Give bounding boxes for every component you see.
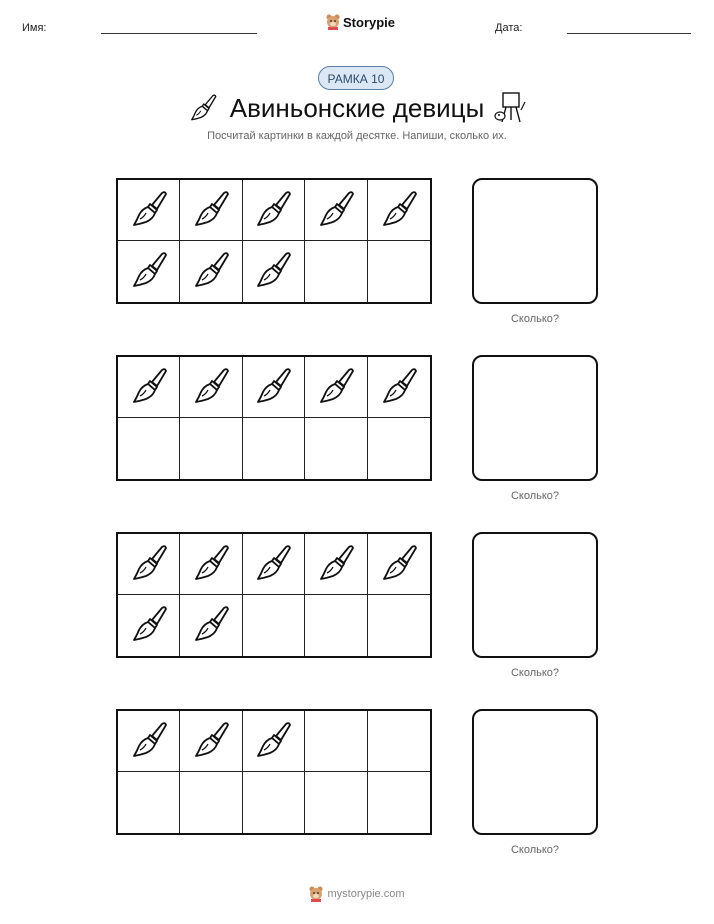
frame-cell	[243, 241, 305, 302]
frame-cell	[118, 711, 180, 772]
frame-cell	[305, 595, 367, 656]
ten-frame-3	[116, 532, 432, 658]
paintbrush-icon	[253, 188, 293, 233]
logo-text: Storypie	[343, 14, 396, 30]
frame-cell	[368, 180, 430, 241]
paintbrush-icon	[379, 365, 419, 410]
frame-cell	[243, 180, 305, 241]
frame-cell	[180, 772, 242, 833]
logo	[326, 14, 395, 30]
frame-cell	[118, 180, 180, 241]
bear-mascot-icon	[326, 14, 340, 30]
frame-cell	[180, 357, 242, 418]
frame-cell	[118, 772, 180, 833]
answer-prompt-2: Сколько?	[510, 490, 560, 502]
paintbrush-icon	[191, 249, 231, 294]
frame-cell	[180, 711, 242, 772]
frame-cell	[305, 711, 367, 772]
frame-cell	[243, 534, 305, 595]
ten-frame-1	[116, 178, 432, 304]
frame-cell	[368, 241, 430, 302]
ten-frame-4	[116, 709, 432, 835]
frame-cell	[243, 772, 305, 833]
frame-cell	[243, 711, 305, 772]
ten-frame-2	[116, 355, 432, 481]
paintbrush-icon	[253, 365, 293, 410]
frame-cell	[305, 357, 367, 418]
frame-cell	[180, 534, 242, 595]
frame-cell	[180, 180, 242, 241]
frame-cell	[118, 418, 180, 479]
frame-cell	[118, 241, 180, 302]
paintbrush-icon	[379, 542, 419, 587]
easel-icon	[494, 90, 526, 124]
frame-cell	[368, 534, 430, 595]
frame-cell	[368, 418, 430, 479]
answer-prompt-1: Сколько?	[510, 313, 560, 325]
paintbrush-icon	[129, 365, 169, 410]
paintbrush-icon	[129, 542, 169, 587]
paintbrush-icon	[316, 365, 356, 410]
frame-cell	[305, 418, 367, 479]
answer-box-1[interactable]	[472, 178, 598, 304]
answer-prompt-3: Сколько?	[510, 667, 560, 679]
paintbrush-icon	[253, 249, 293, 294]
paintbrush-icon	[191, 542, 231, 587]
frame-cell	[368, 357, 430, 418]
paintbrush-icon	[191, 719, 231, 764]
paintbrush-icon	[379, 188, 419, 233]
frame-cell	[180, 418, 242, 479]
name-line[interactable]	[101, 33, 257, 34]
frame-cell	[243, 357, 305, 418]
instructions: Посчитай картинки в каждой десятке. Напиши, сколько их.	[207, 130, 507, 142]
frame-cell	[305, 241, 367, 302]
frame-cell	[243, 595, 305, 656]
bear-mascot-icon	[309, 886, 323, 902]
frame-cell	[305, 534, 367, 595]
frame-cell	[118, 357, 180, 418]
answer-box-4[interactable]	[472, 709, 598, 835]
paintbrush-icon	[191, 365, 231, 410]
frame-cell	[118, 595, 180, 656]
name-label: Имя:	[22, 22, 47, 34]
frame-cell	[368, 772, 430, 833]
frame-cell	[368, 595, 430, 656]
paintbrush-icon	[129, 719, 169, 764]
frame-cell	[243, 418, 305, 479]
paintbrush-icon	[316, 542, 356, 587]
paintbrush-icon	[129, 188, 169, 233]
date-line[interactable]	[567, 33, 691, 34]
paintbrush-icon	[316, 188, 356, 233]
footer	[0, 886, 714, 902]
paintbrush-icon	[191, 603, 231, 648]
paintbrush-icon	[129, 603, 169, 648]
paintbrush-icon	[253, 719, 293, 764]
frame-cell	[180, 241, 242, 302]
page-title: Авиньонские девицы	[229, 93, 485, 123]
date-label: Дата:	[495, 22, 523, 34]
frame-cell	[180, 595, 242, 656]
footer-site: mystorypie.com	[327, 888, 405, 900]
paintbrush-icon	[253, 542, 293, 587]
frame-cell	[118, 534, 180, 595]
frame-badge: РАМКА 10	[318, 66, 394, 90]
answer-box-3[interactable]	[472, 532, 598, 658]
answer-box-2[interactable]	[472, 355, 598, 481]
answer-prompt-4: Сколько?	[510, 844, 560, 856]
frame-cell	[305, 180, 367, 241]
paintbrush-icon	[129, 249, 169, 294]
paintbrush-icon	[191, 188, 231, 233]
frame-cell	[305, 772, 367, 833]
frame-cell	[368, 711, 430, 772]
